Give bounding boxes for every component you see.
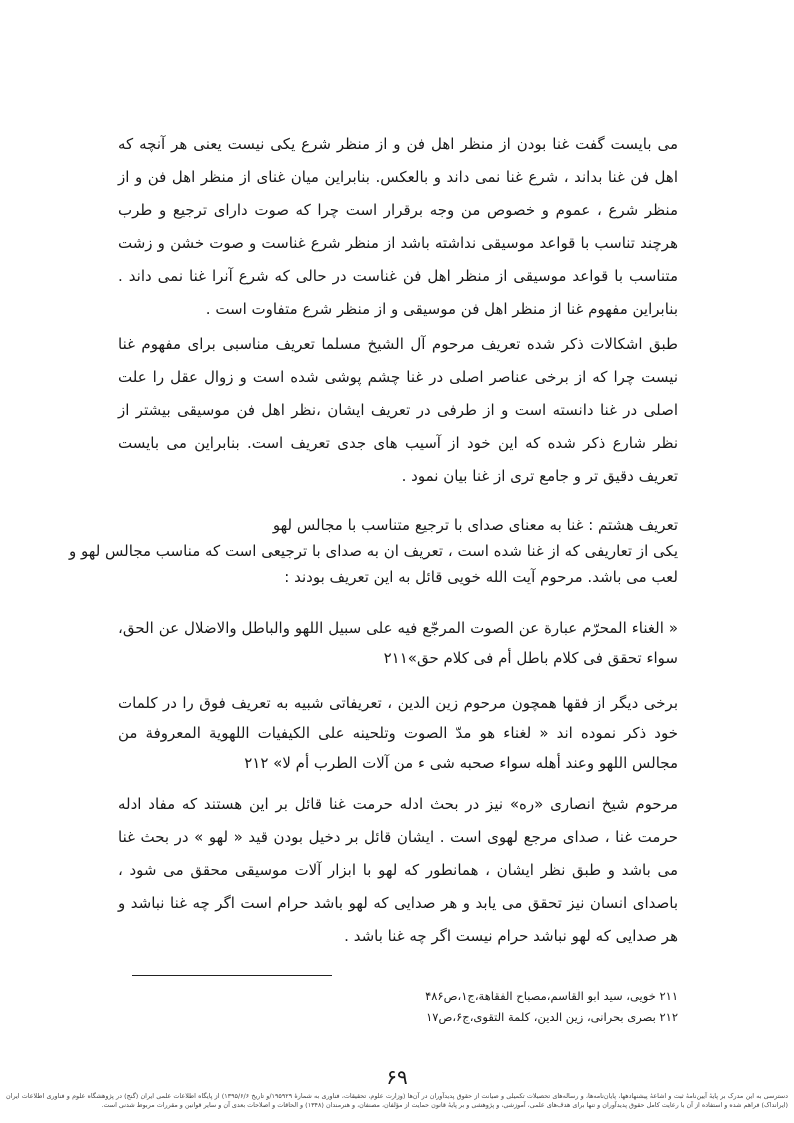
quote-khoei: « الغناء المحرّم عبارة عن الصوت المرجّع فیه علی سبیل اللهو والباطل والاضلال عن الحق، سواء تحقق فی کلام باطل أم فی کلام حق»۲۱۱ <box>118 619 678 667</box>
footnote-211: ۲۱۱ خویی، سید ابو القاسم،مصباح الفقاهة،ج۱،ص۴۸۶ <box>425 989 678 1003</box>
footnote-divider <box>132 975 332 976</box>
footnote-212: ۲۱۲ بصری بحرانی، زین الدین، کلمة التقوی،ج۶،ص۱۷ <box>426 1010 678 1024</box>
paragraph-2: طبق اشکالات ذکر شده تعریف مرحوم آل الشیخ مسلما تعریف مناسبی برای مفهوم غنا نیست چرا که از برخی عناصر اصلی در غنا چشم پوشی شده است و زوال عقل را علت اصلی در غنا دانسته است و از طرفی در تعریف ایشان ،نظر اهل فن موسیقی بیشتر از نظر شارع ذکر شده که این خود از آسیب های جدی تعریف است. بنابراین می بایست تعریف دقیق تر و جامع تری از غنا بیان نمود . <box>118 335 678 485</box>
paragraph-1: می بایست گفت غنا بودن از منظر اهل فن و از منظر شرع یکی نیست یعنی هر آنچه که اهل فن غنا بداند ، شرع غنا نمی داند و بالعکس. بنابراین میان غنای از منظر اهل فن و از منظر شرع ، عموم و خصوص من وجه برقرار است چرا که صوت دارای ترجیع و طرب هرچند تناسب با قواعد موسیقی نداشته باشد از منظر شرع غناست و صوت خشن و زشت متناسب با قواعد موسیقی از منظر اهل فن غناست در حالی که شرع آنرا غنا نمی داند . بنابراین مفهوم غنا از منظر اهل فن موسیقی و از منظر شرع متفاوت است . <box>118 135 678 318</box>
section-heading: تعریف هشتم : غنا به معنای صدای با ترجیع متناسب با مجالس لهو <box>272 516 678 534</box>
section-heading-block <box>69 512 678 590</box>
paragraph-3-line-2: لعب می باشد. مرحوم آیت الله خویی قائل به این تعریف بودند : <box>284 568 678 586</box>
paragraph-4: برخی دیگر از فقها همچون مرحوم زین الدین ، تعریفاتی شبیه به تعریف فوق را در کلمات خود ذکر نموده اند « لغناء هو مدّ الصوت وتلحینه علی الکیفیات اللهویة المعروفة من مجالس اللهو وعند أهله سواء صحبه شی ء من آلات الطرب أم لا» ۲۱۲ <box>118 694 678 772</box>
access-notice: دسترسی به این مدرک بر پایهٔ آیین‌نامهٔ ثبت و اشاعهٔ پیشنهادهها، پایان‌نامه‌ها، و رساله‌های تحصیلات تکمیلی و صیانت از حقوق پدیدآوران در آن‌ها (وزارت علوم، تحقیقات، فناوری به شمارهٔ ۱۹۵۹۲۹/و تاریخ ۱۳۹۵/۶/۶) از پایگاه اطلاعات علمی ایران (گنج) در پژوهشگاه علوم و فناوری اطلاعات ایران (ایرانداک) فراهم شده و استفاده از آن با رعایت کامل حقوق پدیدآوران و تنها برای هدف‌های علمی، آموزشی، و پژوهشی و بر پایهٔ قانون حمایت از مؤلفان، مصنفان، و هنرمندان (۱۳۴۸) و الحاقات و اصلاحات بعدی آن و سایر قوانین و مقررات مربوط شدنی است. <box>6 1092 788 1109</box>
page-number: ۶۹ <box>386 1065 408 1089</box>
paragraph-3-line-1: یکی از تعاریفی که از غنا شده است ، تعریف ان به صدای با ترجیعی است که مناسب مجالس لهو و <box>69 542 678 560</box>
paragraph-5: مرحوم شیخ انصاری «ره» نیز در بحث ادله حرمت غنا قائل بر این هستند که مفاد ادله حرمت غنا ، صدای مرجع لهوی است . ایشان قائل بر دخیل بودن قید « لهو » در بحث غنا می باشد و طبق نظر ایشان ، همانطور که لهو با ابزار آلات موسیقی محقق می شود ، باصدای انسان نیز تحقق می یابد و هر صدایی که لهو باشد حرام است اگر چه غنا نباشد و هر صدایی که لهو نباشد حرام نیست اگر چه غنا باشد . <box>118 795 678 945</box>
